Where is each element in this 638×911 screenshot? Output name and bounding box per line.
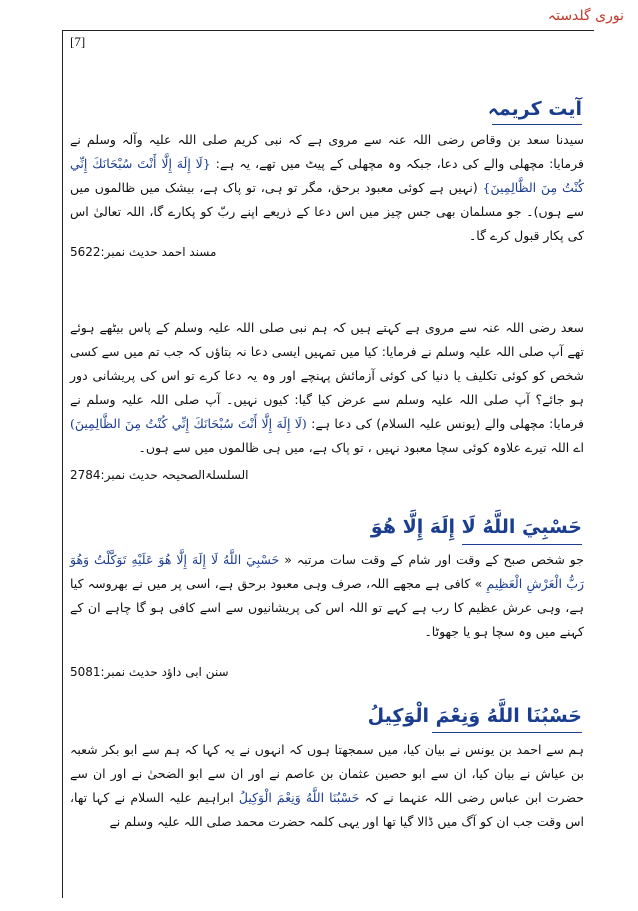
section-title-ayat: آیت کریمہ (487, 98, 582, 120)
section-2-arabic: (لَا إِلَهَ إِلَّا أَنْتَ سُبْحَانَكَ إِنِّي كُنْتُ مِنَ الظَّالِمِينَ) (70, 416, 307, 431)
section-3-paragraph (70, 548, 584, 644)
title-underline (492, 124, 582, 125)
section-1-text-1: سیدنا سعد بن وقاص رضی اللہ عنہ سے مروی ہے کہ نبی کریم صلی اللہ علیہ وآلہ وسلم نے فرمایا: مچھلی والے کی دعا، جبکہ وہ مچھلی کے پیٹ میں تھے، یہ ہے: (70, 132, 584, 171)
section-3-reference: سنن ابی داؤد حدیث نمبر:5081 (70, 665, 229, 679)
section-2-reference: السلسلۃالصحیحہ حدیث نمبر:2784 (70, 468, 249, 482)
section-4-text-2: ابراہیم علیہ السلام نے کہا تھا، اس وقت جب ان کو آگ میں ڈالا گیا تھا اور یہی کلمہ حضرت محمد صلی اللہ علیہ وسلم نے (70, 790, 584, 829)
section-4-text-1: ہم سے احمد بن یونس نے بیان کیا، میں سمجھتا ہوں کہ انہوں نے یہ کہا کہ ہم سے ابو بکر شعبہ بن عیاش نے بیان کیا، ان سے ابو حصین عثمان بن عاصم نے اور ان سے ابو الضحیٰ نے اور ان سے حضرت ابن عباس رضی اللہ عنہما نے کہ (70, 742, 584, 805)
section-2-paragraph (70, 316, 584, 460)
section-2-text-1: سعد رضی اللہ عنہ سے مروی ہے کہتے ہیں کہ ہم نبی صلی اللہ علیہ وسلم کے پاس بیٹھے ہوئے تھے آپ صلی اللہ علیہ وسلم نے فرمایا: کیا میں تمہیں ایسی دعا نہ بتاؤں کہ جب تم میں سے کسی شخص کو کوئی تکلیف یا دنیا کی کوئی آزمائش پہنچے اور وہ یہ دعا کرے تو اس کی پریشانی دور ہو جائے؟ آپ صلی اللہ علیہ وسلم سے عرض کیا گیا: کیوں نہیں۔ آپ صلی اللہ علیہ وسلم نے فرمایا: مچھلی والے (یونس علیہ السلام) کی دعا ہے: (70, 320, 584, 431)
section-1-reference: مسند احمد حدیث نمبر:5622 (70, 245, 217, 259)
section-title-hasbunallah: حَسْبُنَا اللَّهُ وَنِعْمَ الْوَكِيلُ (367, 705, 582, 727)
section-3-text-1: جو شخص صبح کے وقت اور شام کے وقت سات مرتبہ « (284, 552, 584, 567)
section-3-text-2: » کافی ہے مجھے اللہ، صرف وہی معبود برحق ہے، اسی پر میں نے بھروسہ کیا ہے، وہی عرش عظیم کا رب ہے کہے تو اللہ اس کی پریشانیوں سے اسے کافی ہو گا چاہے ان کے کہنے میں وہ سچا ہو یا جھوٹا۔ (70, 576, 584, 639)
title-underline (462, 544, 582, 545)
section-4-arabic: حَسْبُنَا اللَّهُ وَنِعْمَ الْوَكِيلُ (238, 790, 360, 805)
section-1-paragraph (70, 128, 584, 248)
header-title: نوری گلدستہ (547, 8, 624, 24)
page-number: [7] (70, 34, 86, 49)
title-underline (432, 732, 582, 733)
section-1-arabic: {لَا إِلَهَ إِلَّا أَنْتَ سُبْحَانَكَ إِنِّي كُنْتُ مِنَ الظَّالِمِينَ} (70, 156, 584, 195)
section-4-paragraph (70, 738, 584, 834)
section-1-text-2: (نہیں ہے کوئی معبود برحق، مگر تو ہی، تو پاک ہے، بیشک میں ظالموں میں سے ہوں)۔ جو مسلمان بھی جس چیز میں اس دعا کے ذریعے اپنے ربّ کو پکارے گا، اللہ تعالیٰ اس کی پکار قبول کرے گا۔ (70, 180, 584, 243)
section-2-text-2: اے اللہ تیرے علاوہ کوئی سچا معبود نہیں ، تو پاک ہے، میں ہی ظالموں میں سے ہوں۔ (138, 440, 584, 455)
section-3-arabic: حَسْبِيَ اللَّهُ لَا إِلَهَ إِلَّا هُوَ عَلَيْهِ تَوَكَّلْتُ وَهُوَ رَبُّ الْعَرْشِ الْعَظِيمِ (70, 552, 584, 591)
section-title-hasbiyallah: حَسْبِيَ اللَّهُ لَا إِلَهَ إِلَّا هُوَ (370, 516, 582, 538)
